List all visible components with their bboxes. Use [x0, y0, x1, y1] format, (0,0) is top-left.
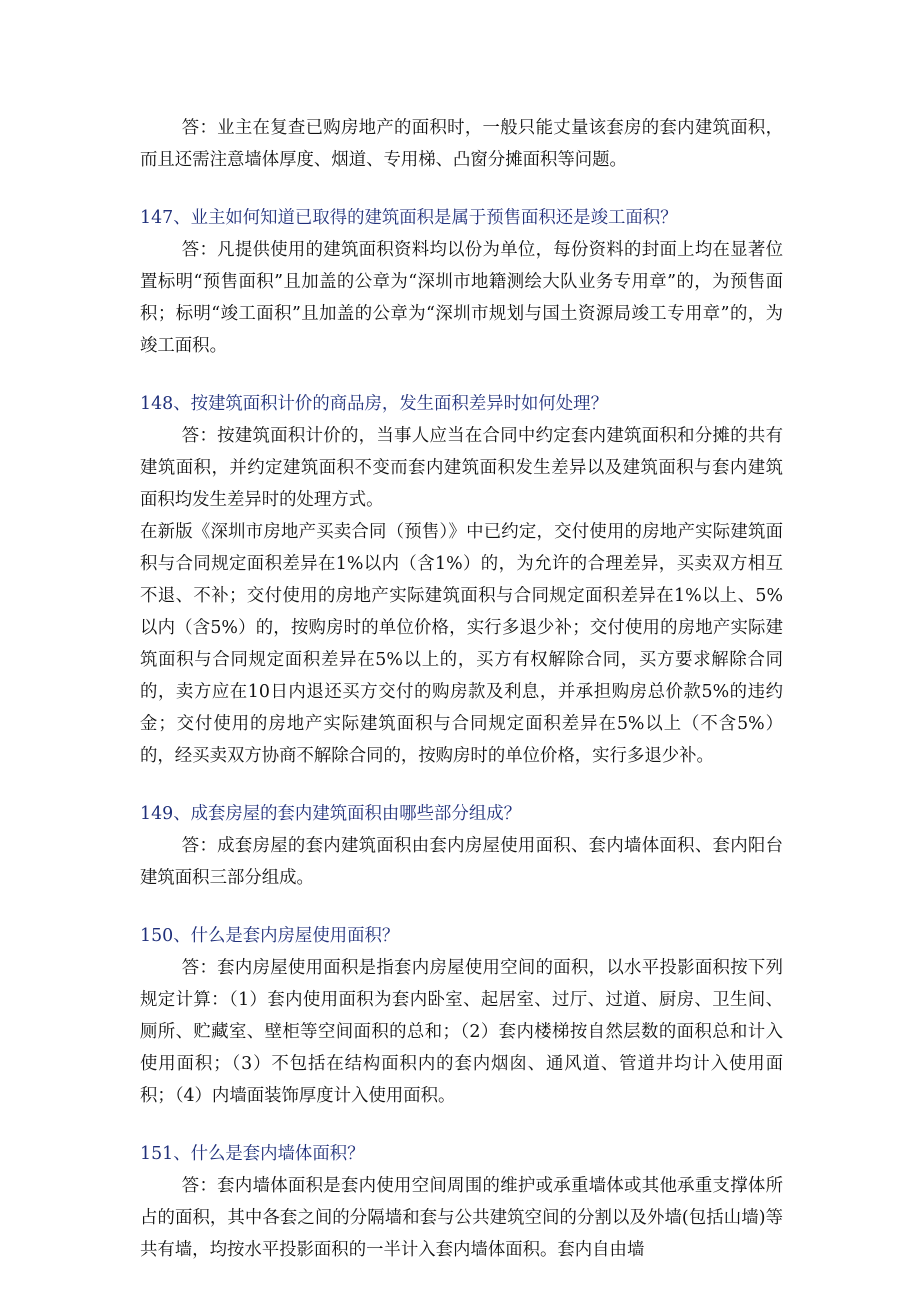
qa-entry-146: [140, 112, 783, 176]
answer-text: 答：按建筑面积计价的，当事人应当在合同中约定套内建筑面积和分摊的共有建筑面积，并约定建筑面积不变而套内建筑面积发生差异以及建筑面积与套内建筑面积均发生差异时的处理方式。: [140, 426, 783, 510]
qa-entry-150: [140, 920, 783, 1112]
answer-text: 答：凡提供使用的建筑面积资料均以份为单位，每份资料的封面上均在显著位置标明“预售面积”且加盖的公章为“深圳市地籍测绘大队业务专用章”的，为预售面积；标明“竣工面积”且加盖的公章为“深圳市规划与国土资源局竣工专用章”的，为竣工面积。: [140, 240, 783, 356]
answer-continuation: 在新版《深圳市房地产买卖合同（预售）》中已约定，交付使用的房地产实际建筑面积与合同规定面积差异在1%以内（含1%）的，为允许的合理差异，买卖双方相互不退、不补；交付使用的房地产实际建筑面积与合同规定面积差异在1%以上、5%以内（含5%）的，按购房时的单位价格，实行多退少补；交付使用的房地产实际建筑面积与合同规定面积差异在5%以上的，买方有权解除合同，买方要求解除合同的，卖方应在10日内退还买方交付的购房款及利息，并承担购房总价款5%的违约金；交付使用的房地产实际建筑面积与合同规定面积差异在5%以上（不含5%）的，经买卖双方协商不解除合同的，按购房时的单位价格，实行多退少补。: [140, 522, 783, 766]
qa-entry-151: [140, 1138, 783, 1266]
document-page: [140, 112, 783, 1292]
question-heading: 151、什么是套内墙体面积？: [140, 1144, 365, 1164]
question-heading: 149、成套房屋的套内建筑面积由哪些部分组成？: [140, 804, 522, 824]
question-heading: 148、按建筑面积计价的商品房，发生面积差异时如何处理？: [140, 394, 608, 414]
answer-text: 答：成套房屋的套内建筑面积由套内房屋使用面积、套内墙体面积、套内阳台建筑面积三部分组成。: [140, 836, 783, 888]
answer-text: 答：套内房屋使用面积是指套内房屋使用空间的面积，以水平投影面积按下列规定计算：（1）套内使用面积为套内卧室、起居室、过厅、过道、厨房、卫生间、厕所、贮藏室、壁柜等空间面积的总和；（2）套内楼梯按自然层数的面积总和计入使用面积；（3）不包括在结构面积内的套内烟囱、通风道、管道井均计入使用面积；（4）内墙面装饰厚度计入使用面积。: [140, 958, 783, 1106]
question-heading: 150、什么是套内房屋使用面积？: [140, 926, 400, 946]
qa-entry-147: [140, 202, 783, 362]
answer-text: 答：业主在复查已购房地产的面积时，一般只能丈量该套房的套内建筑面积，而且还需注意墙体厚度、烟道、专用梯、凸窗分摊面积等问题。: [140, 118, 783, 170]
answer-text: 答：套内墙体面积是套内使用空间周围的维护或承重墙体或其他承重支撑体所占的面积，其中各套之间的分隔墙和套与公共建筑空间的分割以及外墙(包括山墙)等共有墙，均按水平投影面积的一半计入套内墙体面积。套内自由墙: [140, 1176, 783, 1260]
question-heading: 147、业主如何知道已取得的建筑面积是属于预售面积还是竣工面积？: [140, 208, 678, 228]
qa-entry-148: [140, 388, 783, 772]
qa-entry-149: [140, 798, 783, 894]
